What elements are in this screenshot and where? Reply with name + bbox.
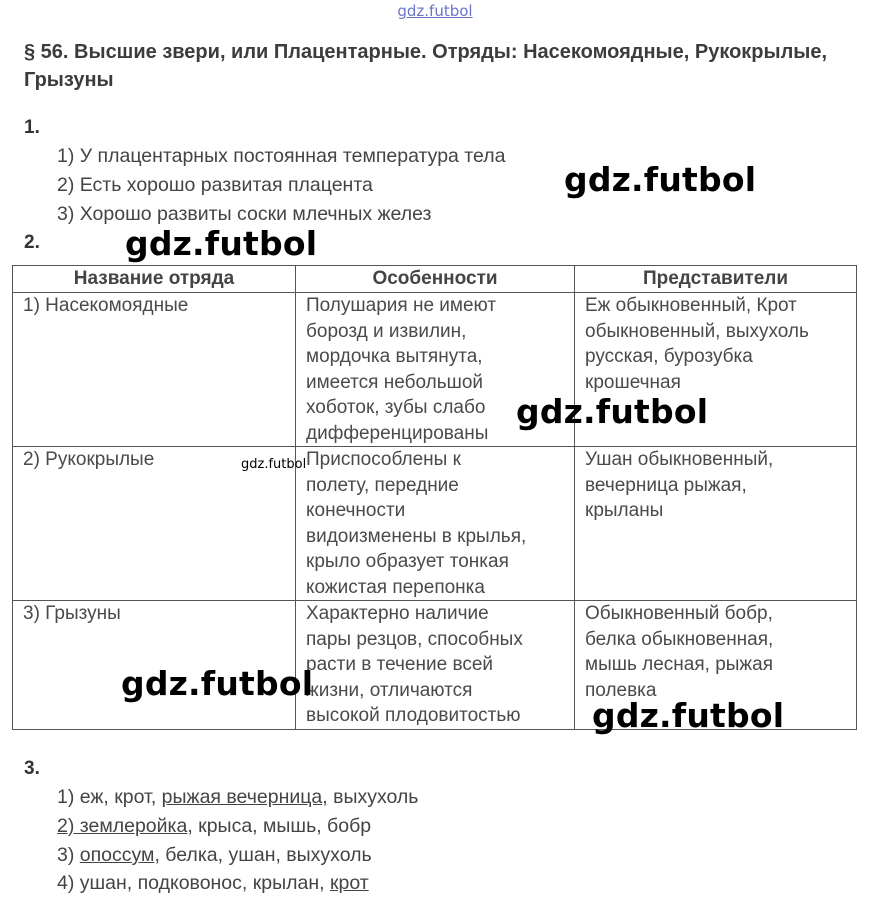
- header-representatives: Представители: [575, 266, 857, 293]
- watermark: gdz.futbol: [516, 392, 709, 431]
- feature-line: расти в течение всей: [306, 654, 494, 675]
- line-suffix: выхухоль: [327, 786, 419, 808]
- watermark-top[interactable]: gdz.futbol: [397, 2, 473, 20]
- odd-one-out: опоссум: [79, 844, 155, 866]
- feature-line: конечности: [306, 500, 406, 521]
- order-name-text: 3) Грызуны: [23, 603, 121, 624]
- header-order-name: Название отряда: [13, 266, 296, 293]
- feature-line: хоботок, зубы слабо: [306, 397, 486, 418]
- representative-line: белка обыкновенная,: [585, 628, 774, 650]
- representative-line: крыланы: [585, 500, 664, 521]
- feature-line: полету, передние: [306, 474, 459, 496]
- representative-line: русская, бурозубка: [585, 346, 753, 367]
- representative-line: обыкновенный, выхухоль: [585, 320, 809, 342]
- watermark: gdz.futbol: [592, 696, 785, 735]
- header-features: Особенности: [296, 266, 575, 293]
- table-header-row: [13, 266, 857, 293]
- representative-line: Ушан обыкновенный,: [585, 449, 774, 470]
- order-features: [296, 601, 575, 730]
- feature-line: мордочка вытянута,: [306, 346, 483, 367]
- section-3-line: [57, 872, 369, 895]
- line-suffix: , крыса, мышь, бобр: [187, 815, 372, 837]
- feature-line: высокой плодовитостью: [306, 705, 521, 726]
- table-row: [13, 447, 857, 601]
- section-2-number: 2.: [24, 232, 40, 253]
- page-title: § 56. Высшие звери, или Плацентарные. Отряды: Насекомоядные, Рукокрылые, Грызуны: [24, 41, 828, 91]
- table-row: [13, 293, 857, 447]
- feature-line: пары резцов, способных: [306, 628, 523, 650]
- odd-one-out: 2) землеройка: [57, 815, 188, 837]
- feature-line: видоизменены в крылья,: [306, 525, 527, 547]
- representative-line: полевка: [585, 679, 657, 701]
- feature-line: имеется небольшой: [306, 371, 484, 393]
- order-name-text: 2) Рукокрылые: [23, 449, 155, 470]
- feature-line: борозд и извилин,: [306, 320, 467, 342]
- order-features: [296, 447, 575, 601]
- watermark: gdz.futbol: [125, 224, 318, 263]
- odd-one-out: рыжая вечерница,: [161, 786, 328, 808]
- section-1-number: 1.: [24, 117, 40, 138]
- representative-line: Еж обыкновенный, Крот: [585, 295, 797, 316]
- feature-line: Приспособлены к: [306, 449, 461, 470]
- feature-line: дифференцированы: [306, 422, 489, 444]
- representative-line: вечерница рыжая,: [585, 474, 747, 496]
- odd-one-out: крот: [329, 872, 369, 894]
- section-1-item: 1) У плацентарных постоянная температура тела: [57, 145, 506, 167]
- watermark: gdz.futbol: [564, 160, 757, 199]
- line-prefix: 1) еж, крот,: [57, 786, 162, 808]
- section-3-line: [57, 844, 372, 867]
- section-1-item: 2) Есть хорошо развитая плацента: [57, 174, 373, 196]
- order-representatives: [575, 447, 857, 601]
- line-suffix: , белка, ушан, выхухоль: [154, 844, 372, 866]
- orders-table: [12, 265, 857, 730]
- section-3-line: [57, 815, 371, 838]
- representative-line: Обыкновенный бобр,: [585, 603, 773, 624]
- feature-line: жизни, отличаются: [306, 679, 473, 701]
- feature-line: кожистая перепонка: [306, 576, 485, 598]
- line-prefix: 3): [57, 844, 80, 866]
- watermark-small: gdz.futbol: [241, 457, 307, 472]
- feature-line: крыло образует тонкая: [306, 551, 509, 572]
- representative-line: крошечная: [585, 371, 681, 393]
- section-3-number: 3.: [24, 758, 40, 779]
- watermark: gdz.futbol: [121, 664, 314, 703]
- section-3-line: [57, 786, 418, 809]
- order-name-text: 1) Насекомоядные: [23, 295, 189, 316]
- line-prefix: 4) ушан, подковонос, крылан,: [57, 872, 330, 894]
- section-1-item: 3) Хорошо развиты соски млечных желез: [57, 203, 432, 225]
- order-name: [13, 293, 296, 447]
- feature-line: Полушария не имеют: [306, 295, 497, 316]
- feature-line: Характерно наличие: [306, 603, 489, 624]
- representative-line: мышь лесная, рыжая: [585, 654, 773, 675]
